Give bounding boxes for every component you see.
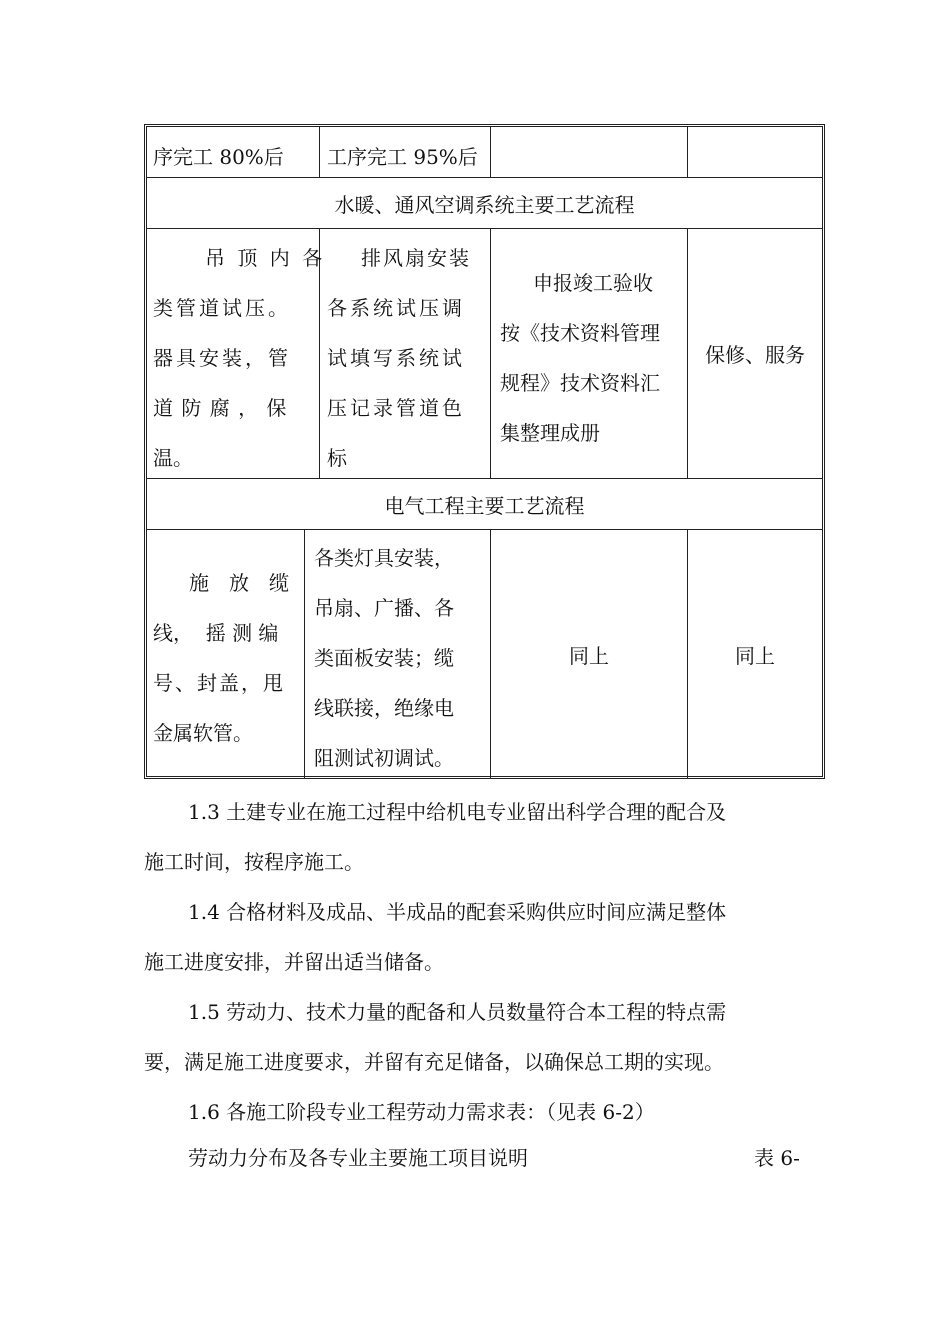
paragraph-1-5: 1.5 劳动力、技术力量的配备和人员数量符合本工程的特点需 (188, 1000, 727, 1024)
paragraph-1-5-cont: 要，满足施工进度要求，并留有充足储备，以确保总工期的实现。 (144, 1050, 724, 1074)
col-divider (304, 529, 305, 779)
table-caption-label: 表 6- (754, 1146, 800, 1170)
col-divider (490, 127, 491, 177)
paragraph-1-6: 1.6 各施工阶段专业工程劳动力需求表：（见表 6-2） (188, 1100, 655, 1124)
section-title-electrical: 电气工程主要工艺流程 (384, 493, 585, 518)
row1-cell-2: 工序完工 95%后 (327, 145, 478, 169)
paragraph-1-3: 1.3 土建专业在施工过程中给机电专业留出科学合理的配合及 (188, 800, 727, 824)
col-divider (319, 127, 320, 177)
process-table: 序完工 80%后 工序完工 95%后 水暖、通风空调系统主要工艺流程 吊 顶 内 各 类管道试压。 器具安装，管 道 防 腐 ， 保 温。 排风扇安装 各系统试压调 试填写系统试 压记录管道色 标 申报竣工验收 按《技术资料管理 规程》技术资料汇 集整理成册 保修、服务 电气工程主要工艺流程 施 放 缆 线， 摇 测 编 号、封盖，甩 金属软管。 各类灯具安装， 吊扇、广播、各 类面板安装；缆 线联接，绝缘电 阻测试初调试。 同上 同上 (144, 124, 825, 779)
row1-cell-1: 序完工 80%后 (153, 145, 284, 169)
row5-cell-3: 同上 (569, 644, 609, 668)
paragraph-1-4-cont: 施工进度安排，并留出适当储备。 (144, 950, 444, 974)
col-divider (490, 228, 491, 478)
col-divider (687, 127, 688, 177)
row3-cell-4: 保修、服务 (705, 343, 805, 367)
table-caption-title: 劳动力分布及各专业主要施工项目说明 (188, 1146, 528, 1170)
row5-cell-4: 同上 (735, 644, 775, 668)
paragraph-1-3-cont: 施工时间，按程序施工。 (144, 850, 364, 874)
paragraph-1-4: 1.4 合格材料及成品、半成品的配套采购供应时间应满足整体 (188, 900, 727, 924)
section-title-hvac: 水暖、通风空调系统主要工艺流程 (334, 192, 635, 217)
